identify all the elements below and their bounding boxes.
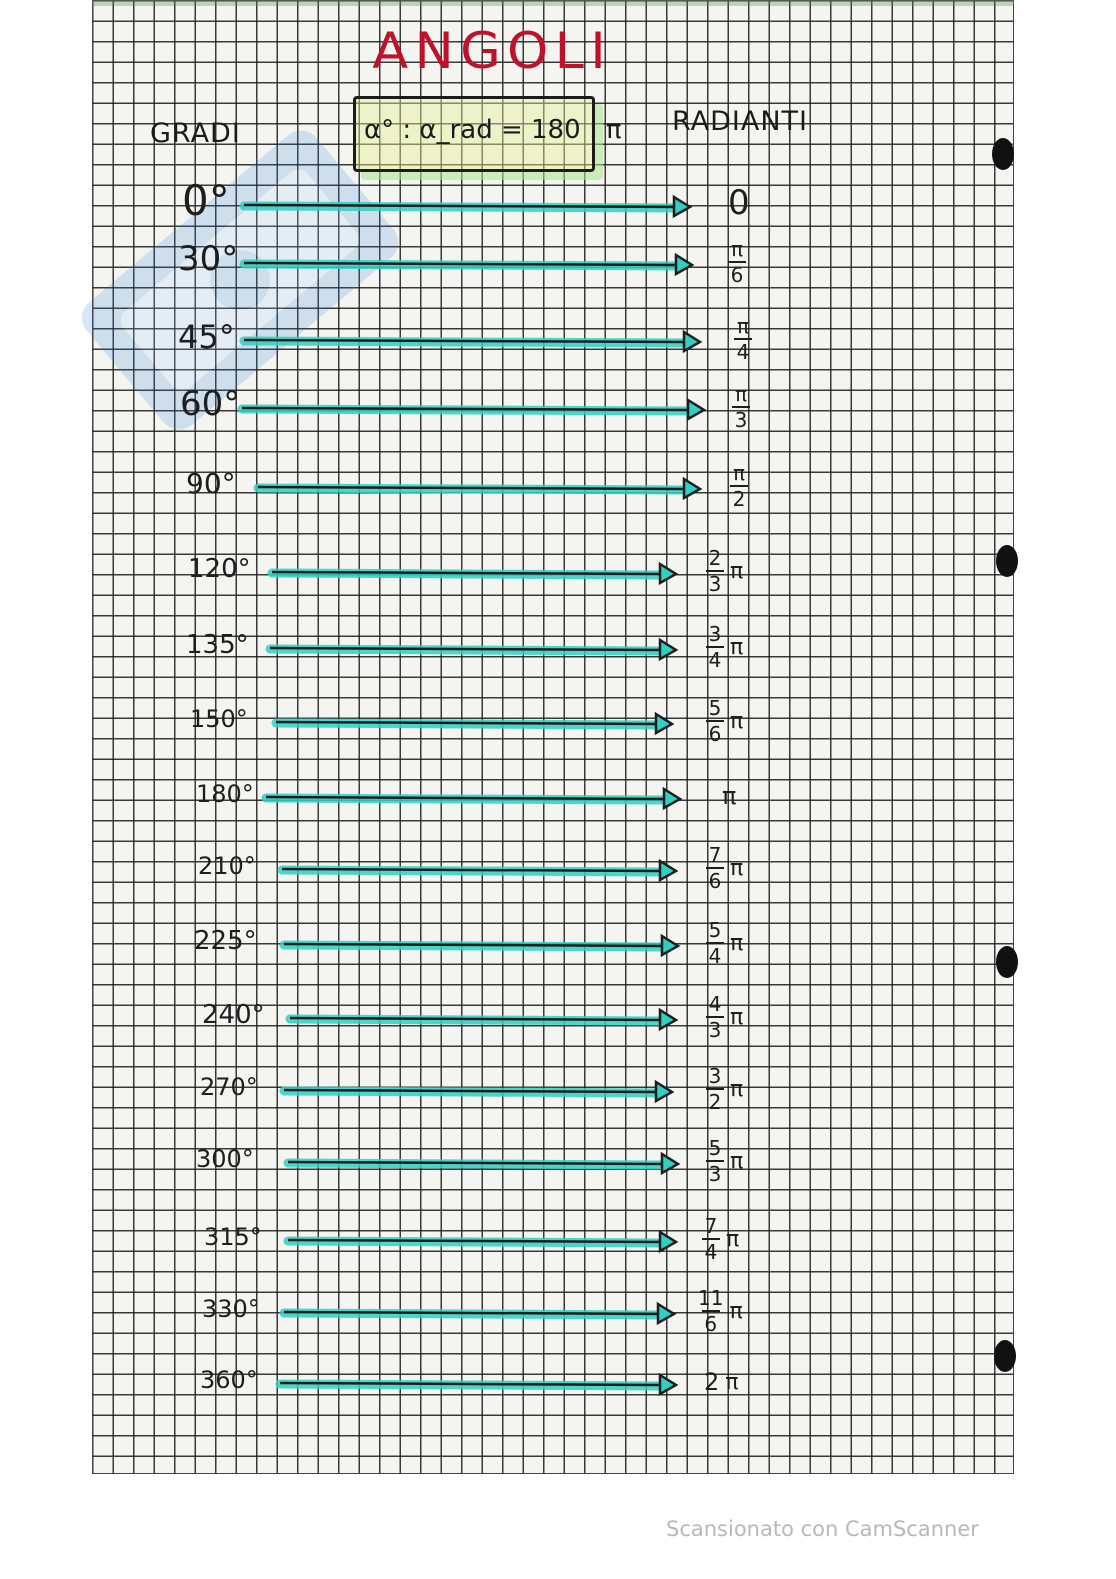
degree-value: 45° [178,317,235,356]
fraction-numerator: 2 [708,546,722,570]
radian-value [706,994,743,1040]
degree-value: 135° [186,629,249,660]
degree-value: 210° [198,852,256,881]
radian-value [732,384,750,430]
degree-value: 270° [200,1073,258,1102]
radian-value [706,548,743,594]
degree-value: 315° [204,1223,262,1252]
pi-symbol: π [730,1076,744,1102]
degree-value: 30° [178,239,239,280]
pi-symbol: π [730,855,744,881]
arrow-head [660,861,676,880]
fraction-numerator: π [736,314,750,338]
fraction-denominator: 3 [708,1018,722,1042]
radian-fraction [706,920,724,966]
arrow-head [656,1082,672,1101]
fraction-numerator: 7 [708,843,722,867]
radian-fraction [730,463,748,509]
arrow-head [684,332,700,351]
scanner-footer: Scansionato con CamScanner [666,1517,979,1541]
pi-symbol: π [730,558,744,584]
radian-fraction [734,316,752,362]
fraction-denominator: 2 [708,1090,722,1114]
fraction-numerator: 7 [704,1214,718,1238]
fraction-denominator: 4 [708,944,722,968]
radian-number: π [722,782,737,810]
pi-symbol: π [730,930,744,956]
pi-symbol: π [729,1298,743,1324]
radian-fraction [706,994,724,1040]
fraction-numerator: 11 [698,1286,724,1310]
arrow-head [660,640,676,659]
pi-symbol: π [725,1369,739,1395]
radian-fraction [706,698,724,744]
degree-value: 90° [186,467,236,501]
arrow-head [664,789,680,808]
arrow-head [688,400,704,419]
pi-symbol: π [730,708,744,734]
radian-value [698,1288,743,1334]
radian-fraction [732,384,750,430]
radian-value [730,463,748,509]
fraction-numerator: π [734,382,748,406]
fraction-numerator: 3 [708,622,722,646]
degrees-header: GRADI [150,118,241,149]
radian-value [706,624,743,670]
arrow-head [660,1375,676,1394]
radian-fraction [706,845,724,891]
radian-value [722,782,736,810]
fraction-denominator: 4 [736,340,750,364]
fraction-denominator: 3 [734,408,748,432]
pi-symbol: π [730,634,744,660]
radian-fraction [728,239,746,285]
radian-fraction [706,1066,724,1112]
degree-value: 180° [196,780,254,809]
radian-value [706,1066,743,1112]
radian-fraction [702,1216,720,1262]
radian-value [706,845,743,891]
fraction-numerator: 5 [708,1136,722,1160]
degree-value: 240° [202,999,265,1030]
radian-fraction [698,1288,723,1334]
fraction-numerator: 3 [708,1064,722,1088]
pi-symbol: π [730,1148,744,1174]
arrow-head [674,197,690,216]
fraction-denominator: 3 [708,572,722,596]
arrow-head [662,1154,678,1173]
degree-value: 0° [182,175,230,225]
arrow-head [660,564,676,583]
radian-value [728,239,746,285]
radian-value [702,1216,739,1262]
fraction-denominator: 4 [708,648,722,672]
degree-value: 225° [194,925,257,956]
arrow-head [676,255,692,274]
pi-symbol: π [726,1226,740,1252]
degree-value: 60° [180,384,241,425]
arrow-head [658,1304,674,1323]
conversion-formula: α° : α_rad = 180 : π [364,115,622,145]
degree-value: 360° [200,1366,258,1395]
degree-value: 300° [196,1145,254,1174]
radians-header: RADIANTI [672,106,809,137]
arrow-head [684,479,700,498]
radian-value [734,316,752,362]
degree-value: 120° [188,553,251,584]
fraction-numerator: 5 [708,918,722,942]
fraction-denominator: 6 [708,722,722,746]
fraction-denominator: 4 [704,1240,718,1264]
fraction-numerator: π [732,461,746,485]
degree-value: 330° [202,1295,260,1324]
radian-fraction [706,548,724,594]
radian-value [704,1368,739,1396]
fraction-denominator: 6 [708,869,722,893]
arrow-head [656,714,672,733]
fraction-denominator: 2 [732,487,746,511]
radian-number: 0 [728,183,750,223]
radian-value [706,920,743,966]
fraction-denominator: 3 [708,1162,722,1186]
radian-value [728,183,750,223]
radian-fraction [706,624,724,670]
fraction-numerator: 4 [708,992,722,1016]
page-title: ANGOLI [372,22,613,80]
arrow-head [662,936,678,955]
fraction-denominator: 6 [704,1312,718,1336]
fraction-denominator: 6 [730,263,744,287]
degree-value: 150° [190,705,248,734]
arrow-head [660,1232,676,1251]
arrow-head [660,1010,676,1029]
radian-fraction [706,1138,724,1184]
pi-symbol: π [730,1004,744,1030]
radian-value [706,1138,743,1184]
fraction-numerator: π [730,237,744,261]
fraction-numerator: 5 [708,696,722,720]
radian-value [706,698,743,744]
radian-number: 2 [704,1368,720,1396]
